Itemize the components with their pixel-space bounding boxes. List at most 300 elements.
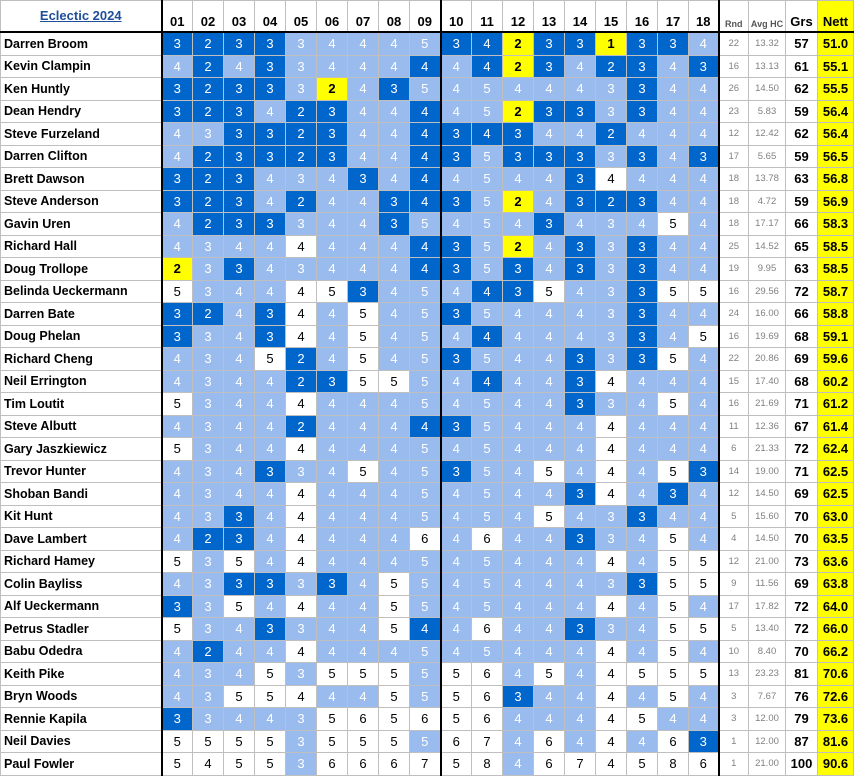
hole-score: 4 bbox=[286, 550, 317, 573]
hole-score: 4 bbox=[565, 123, 596, 146]
hole-score: 4 bbox=[503, 78, 534, 101]
hole-score: 4 bbox=[565, 595, 596, 618]
hole-score: 4 bbox=[224, 438, 255, 461]
avg-handicap: 14.50 bbox=[749, 483, 786, 506]
hole-score: 4 bbox=[565, 505, 596, 528]
hole-score: 4 bbox=[441, 573, 472, 596]
hole-score: 3 bbox=[534, 32, 565, 55]
avg-handicap: 21.69 bbox=[749, 393, 786, 416]
hole-score: 4 bbox=[689, 258, 719, 281]
hole-score: 5 bbox=[472, 100, 503, 123]
hole-score: 4 bbox=[596, 685, 627, 708]
hole-header: 02 bbox=[193, 1, 224, 33]
hole-score: 5 bbox=[441, 753, 472, 776]
hole-score: 4 bbox=[379, 528, 410, 551]
hole-score: 4 bbox=[534, 123, 565, 146]
hole-score: 4 bbox=[689, 505, 719, 528]
hole-score: 4 bbox=[224, 303, 255, 326]
player-name: Shoban Bandi bbox=[1, 483, 162, 506]
hole-score: 3 bbox=[503, 280, 534, 303]
hole-score: 4 bbox=[410, 190, 441, 213]
hole-score: 4 bbox=[565, 78, 596, 101]
hole-score: 4 bbox=[689, 100, 719, 123]
hole-score: 4 bbox=[317, 595, 348, 618]
rounds-played: 16 bbox=[719, 55, 749, 78]
hole-score: 4 bbox=[689, 438, 719, 461]
hole-score: 4 bbox=[255, 640, 286, 663]
hole-score: 4 bbox=[596, 753, 627, 776]
hole-score: 4 bbox=[348, 573, 379, 596]
avg-handicap: 21.33 bbox=[749, 438, 786, 461]
hole-score: 3 bbox=[255, 78, 286, 101]
hole-score: 5 bbox=[410, 550, 441, 573]
hole-score: 3 bbox=[565, 528, 596, 551]
player-name: Brett Dawson bbox=[1, 168, 162, 191]
hole-score: 3 bbox=[193, 663, 224, 686]
rounds-played: 22 bbox=[719, 348, 749, 371]
hole-score: 4 bbox=[534, 483, 565, 506]
hole-score: 4 bbox=[534, 595, 565, 618]
hole-score: 5 bbox=[472, 258, 503, 281]
hole-score: 3 bbox=[193, 573, 224, 596]
nett-score: 55.1 bbox=[818, 55, 854, 78]
hole-score: 4 bbox=[534, 168, 565, 191]
hole-score: 6 bbox=[689, 753, 719, 776]
hole-score: 4 bbox=[441, 640, 472, 663]
nett-score: 58.7 bbox=[818, 280, 854, 303]
hole-score: 4 bbox=[162, 415, 193, 438]
hole-score: 4 bbox=[162, 235, 193, 258]
hole-score: 5 bbox=[379, 595, 410, 618]
hole-score: 4 bbox=[348, 258, 379, 281]
hole-score: 3 bbox=[348, 280, 379, 303]
nett-score: 81.6 bbox=[818, 730, 854, 753]
hole-score: 3 bbox=[379, 78, 410, 101]
hole-score: 4 bbox=[596, 438, 627, 461]
hole-score: 3 bbox=[627, 190, 658, 213]
hole-score: 5 bbox=[317, 708, 348, 731]
hole-score: 4 bbox=[255, 595, 286, 618]
hole-score: 2 bbox=[596, 55, 627, 78]
avg-handicap: 4.72 bbox=[749, 190, 786, 213]
hole-score: 6 bbox=[348, 708, 379, 731]
nett-score: 55.5 bbox=[818, 78, 854, 101]
hole-score: 2 bbox=[193, 55, 224, 78]
hole-score: 3 bbox=[286, 168, 317, 191]
hole-score: 4 bbox=[162, 573, 193, 596]
nett-score: 62.5 bbox=[818, 483, 854, 506]
hole-score: 4 bbox=[441, 595, 472, 618]
hole-score: 4 bbox=[317, 415, 348, 438]
player-name: Dave Lambert bbox=[1, 528, 162, 551]
hole-score: 4 bbox=[410, 618, 441, 641]
gross-score: 87 bbox=[786, 730, 818, 753]
hole-score: 4 bbox=[441, 280, 472, 303]
gross-score: 59 bbox=[786, 100, 818, 123]
avg-handicap: 16.00 bbox=[749, 303, 786, 326]
hole-score: 4 bbox=[255, 393, 286, 416]
hole-score: 5 bbox=[658, 573, 689, 596]
nett-score: 66.0 bbox=[818, 618, 854, 641]
hole-score: 4 bbox=[596, 640, 627, 663]
hole-score: 4 bbox=[627, 528, 658, 551]
hole-score: 4 bbox=[317, 348, 348, 371]
hole-score: 3 bbox=[286, 78, 317, 101]
hole-score: 3 bbox=[193, 438, 224, 461]
hole-score: 6 bbox=[317, 753, 348, 776]
hole-score: 3 bbox=[286, 618, 317, 641]
hole-score: 3 bbox=[162, 78, 193, 101]
hole-score: 4 bbox=[565, 415, 596, 438]
hole-score: 5 bbox=[224, 550, 255, 573]
hole-score: 4 bbox=[224, 325, 255, 348]
hole-score: 4 bbox=[317, 190, 348, 213]
rounds-played: 18 bbox=[719, 190, 749, 213]
hole-score: 5 bbox=[689, 280, 719, 303]
hole-score: 3 bbox=[224, 145, 255, 168]
hole-score: 4 bbox=[689, 213, 719, 236]
hole-score: 4 bbox=[348, 78, 379, 101]
hole-score: 3 bbox=[441, 460, 472, 483]
hole-score: 3 bbox=[565, 618, 596, 641]
gross-score: 63 bbox=[786, 258, 818, 281]
hole-score: 5 bbox=[193, 730, 224, 753]
hole-score: 3 bbox=[193, 483, 224, 506]
hole-score: 5 bbox=[348, 663, 379, 686]
hole-score: 5 bbox=[348, 370, 379, 393]
hole-score: 2 bbox=[286, 123, 317, 146]
player-name: Trevor Hunter bbox=[1, 460, 162, 483]
hole-score: 4 bbox=[689, 483, 719, 506]
hole-score: 4 bbox=[286, 280, 317, 303]
hole-score: 4 bbox=[255, 528, 286, 551]
hole-score: 4 bbox=[503, 415, 534, 438]
hole-score: 4 bbox=[658, 78, 689, 101]
hole-score: 3 bbox=[689, 145, 719, 168]
hole-score: 3 bbox=[596, 573, 627, 596]
hole-score: 5 bbox=[658, 663, 689, 686]
hole-score: 4 bbox=[503, 438, 534, 461]
hole-score: 4 bbox=[348, 235, 379, 258]
hole-score: 4 bbox=[441, 505, 472, 528]
rounds-played: 16 bbox=[719, 393, 749, 416]
hole-score: 4 bbox=[503, 325, 534, 348]
hole-score: 4 bbox=[658, 190, 689, 213]
hole-score: 5 bbox=[658, 595, 689, 618]
hole-score: 5 bbox=[689, 663, 719, 686]
hole-score: 4 bbox=[317, 168, 348, 191]
hole-score: 5 bbox=[658, 528, 689, 551]
hole-score: 3 bbox=[162, 325, 193, 348]
player-name: Richard Cheng bbox=[1, 348, 162, 371]
hole-score: 4 bbox=[162, 55, 193, 78]
gross-score: 66 bbox=[786, 303, 818, 326]
rounds-played: 1 bbox=[719, 730, 749, 753]
hole-score: 2 bbox=[317, 78, 348, 101]
hole-score: 2 bbox=[286, 415, 317, 438]
hole-score: 3 bbox=[596, 528, 627, 551]
hole-score: 3 bbox=[255, 213, 286, 236]
gross-score: 70 bbox=[786, 505, 818, 528]
hole-score: 4 bbox=[534, 190, 565, 213]
hole-score: 5 bbox=[658, 460, 689, 483]
table-row bbox=[1, 483, 854, 506]
player-name: Neil Errington bbox=[1, 370, 162, 393]
hole-score: 4 bbox=[317, 550, 348, 573]
hole-score: 4 bbox=[162, 145, 193, 168]
hole-score: 5 bbox=[658, 213, 689, 236]
hole-score: 5 bbox=[410, 483, 441, 506]
hole-score: 4 bbox=[503, 595, 534, 618]
hole-score: 3 bbox=[534, 100, 565, 123]
hole-score: 4 bbox=[596, 483, 627, 506]
hole-score: 7 bbox=[565, 753, 596, 776]
table-row bbox=[1, 730, 854, 753]
hole-score: 4 bbox=[441, 168, 472, 191]
hole-score: 5 bbox=[162, 618, 193, 641]
rounds-played: 6 bbox=[719, 438, 749, 461]
hole-score: 6 bbox=[379, 753, 410, 776]
hole-score: 5 bbox=[410, 393, 441, 416]
rounds-played: 1 bbox=[719, 753, 749, 776]
hole-score: 4 bbox=[689, 415, 719, 438]
hole-score: 3 bbox=[596, 618, 627, 641]
hole-score: 3 bbox=[162, 303, 193, 326]
nett-score: 63.0 bbox=[818, 505, 854, 528]
nett-score: 62.5 bbox=[818, 460, 854, 483]
hole-score: 4 bbox=[441, 55, 472, 78]
player-name: Keith Pike bbox=[1, 663, 162, 686]
hole-score: 4 bbox=[379, 258, 410, 281]
hole-score: 4 bbox=[534, 573, 565, 596]
hole-score: 4 bbox=[565, 550, 596, 573]
hole-score: 7 bbox=[472, 730, 503, 753]
avg-handicap: 20.86 bbox=[749, 348, 786, 371]
nett-score: 90.6 bbox=[818, 753, 854, 776]
hole-score: 6 bbox=[472, 708, 503, 731]
nett-score: 61.4 bbox=[818, 415, 854, 438]
hole-score: 3 bbox=[224, 168, 255, 191]
hole-score: 4 bbox=[317, 505, 348, 528]
hole-score: 4 bbox=[255, 168, 286, 191]
hole-score: 5 bbox=[410, 505, 441, 528]
hole-score: 4 bbox=[286, 438, 317, 461]
hole-score: 4 bbox=[286, 685, 317, 708]
table-title[interactable]: Eclectic 2024 bbox=[1, 1, 162, 33]
hole-score: 5 bbox=[317, 730, 348, 753]
hole-score: 4 bbox=[410, 415, 441, 438]
gross-score: 57 bbox=[786, 32, 818, 55]
hole-score: 5 bbox=[472, 393, 503, 416]
nett-score: 58.3 bbox=[818, 213, 854, 236]
player-name: Darren Clifton bbox=[1, 145, 162, 168]
nett-score: 59.6 bbox=[818, 348, 854, 371]
grs-header: Grs bbox=[786, 1, 818, 33]
table-row bbox=[1, 168, 854, 191]
hole-score: 4 bbox=[348, 415, 379, 438]
hole-score: 4 bbox=[658, 708, 689, 731]
table-row bbox=[1, 303, 854, 326]
hole-score: 3 bbox=[255, 123, 286, 146]
avg-handicap: 14.50 bbox=[749, 528, 786, 551]
hole-score: 5 bbox=[255, 753, 286, 776]
hole-score: 4 bbox=[534, 325, 565, 348]
nett-score: 63.6 bbox=[818, 550, 854, 573]
hole-header: 16 bbox=[627, 1, 658, 33]
nett-score: 61.2 bbox=[818, 393, 854, 416]
hole-score: 3 bbox=[224, 213, 255, 236]
hole-score: 3 bbox=[255, 55, 286, 78]
hole-score: 4 bbox=[317, 528, 348, 551]
hole-score: 2 bbox=[193, 78, 224, 101]
hole-score: 5 bbox=[410, 663, 441, 686]
player-name: Doug Phelan bbox=[1, 325, 162, 348]
avg-handicap: 17.40 bbox=[749, 370, 786, 393]
avg-handicap: 5.65 bbox=[749, 145, 786, 168]
hole-score: 4 bbox=[162, 213, 193, 236]
hole-score: 4 bbox=[224, 483, 255, 506]
gross-score: 72 bbox=[786, 438, 818, 461]
hole-score: 5 bbox=[379, 708, 410, 731]
hole-score: 2 bbox=[286, 100, 317, 123]
avg-handicap: 14.50 bbox=[749, 78, 786, 101]
hole-score: 5 bbox=[410, 348, 441, 371]
hole-score: 3 bbox=[317, 145, 348, 168]
hole-score: 5 bbox=[472, 168, 503, 191]
hole-score: 4 bbox=[689, 123, 719, 146]
player-name: Steve Furzeland bbox=[1, 123, 162, 146]
hole-score: 3 bbox=[565, 393, 596, 416]
hole-score: 3 bbox=[627, 145, 658, 168]
hole-score: 2 bbox=[193, 190, 224, 213]
hole-score: 4 bbox=[317, 55, 348, 78]
nett-score: 73.6 bbox=[818, 708, 854, 731]
table-row bbox=[1, 550, 854, 573]
hole-score: 4 bbox=[627, 550, 658, 573]
hole-score: 5 bbox=[348, 325, 379, 348]
hole-score: 4 bbox=[503, 393, 534, 416]
hole-score: 5 bbox=[534, 505, 565, 528]
hole-score: 4 bbox=[317, 393, 348, 416]
hole-score: 4 bbox=[534, 528, 565, 551]
gross-score: 81 bbox=[786, 663, 818, 686]
hole-score: 4 bbox=[689, 78, 719, 101]
hole-score: 4 bbox=[627, 415, 658, 438]
hole-score: 4 bbox=[658, 55, 689, 78]
rounds-played: 14 bbox=[719, 460, 749, 483]
hole-score: 4 bbox=[379, 235, 410, 258]
avg-handicap: 9.95 bbox=[749, 258, 786, 281]
hole-score: 3 bbox=[193, 280, 224, 303]
avg-handicap: 12.00 bbox=[749, 708, 786, 731]
hole-score: 3 bbox=[565, 168, 596, 191]
hole-score: 4 bbox=[534, 708, 565, 731]
hole-score: 4 bbox=[348, 123, 379, 146]
gross-score: 79 bbox=[786, 708, 818, 731]
hole-score: 3 bbox=[286, 460, 317, 483]
hole-score: 3 bbox=[689, 55, 719, 78]
rounds-played: 3 bbox=[719, 708, 749, 731]
hole-score: 4 bbox=[627, 685, 658, 708]
hole-score: 4 bbox=[503, 460, 534, 483]
hole-score: 3 bbox=[658, 32, 689, 55]
hole-score: 4 bbox=[348, 32, 379, 55]
hole-score: 3 bbox=[565, 483, 596, 506]
nett-score: 63.5 bbox=[818, 528, 854, 551]
gross-score: 72 bbox=[786, 280, 818, 303]
hole-header: 11 bbox=[472, 1, 503, 33]
hole-score: 5 bbox=[658, 640, 689, 663]
hole-score: 4 bbox=[534, 550, 565, 573]
hole-score: 4 bbox=[565, 438, 596, 461]
hole-score: 5 bbox=[348, 730, 379, 753]
hole-score: 4 bbox=[658, 145, 689, 168]
hole-header: 13 bbox=[534, 1, 565, 33]
hole-score: 3 bbox=[193, 618, 224, 641]
table-row bbox=[1, 393, 854, 416]
hole-score: 4 bbox=[317, 685, 348, 708]
nett-score: 59.1 bbox=[818, 325, 854, 348]
rounds-played: 22 bbox=[719, 32, 749, 55]
hole-score: 4 bbox=[224, 348, 255, 371]
hole-score: 3 bbox=[503, 258, 534, 281]
rounds-played: 26 bbox=[719, 78, 749, 101]
header-row bbox=[1, 1, 854, 33]
hole-score: 4 bbox=[503, 730, 534, 753]
hole-score: 3 bbox=[286, 55, 317, 78]
avg-handicap: 29.56 bbox=[749, 280, 786, 303]
gross-score: 69 bbox=[786, 348, 818, 371]
nett-header: Nett bbox=[818, 1, 854, 33]
hole-score: 5 bbox=[410, 303, 441, 326]
hole-score: 5 bbox=[379, 685, 410, 708]
player-name: Gavin Uren bbox=[1, 213, 162, 236]
hole-score: 4 bbox=[441, 213, 472, 236]
hole-score: 5 bbox=[410, 78, 441, 101]
hole-score: 3 bbox=[286, 213, 317, 236]
hole-score: 4 bbox=[627, 730, 658, 753]
gross-score: 71 bbox=[786, 460, 818, 483]
hole-score: 3 bbox=[596, 325, 627, 348]
hole-score: 4 bbox=[224, 393, 255, 416]
hole-score: 3 bbox=[565, 370, 596, 393]
hole-score: 3 bbox=[565, 235, 596, 258]
hole-score: 5 bbox=[441, 685, 472, 708]
hole-score: 4 bbox=[255, 438, 286, 461]
hole-score: 3 bbox=[534, 55, 565, 78]
hole-score: 1 bbox=[596, 32, 627, 55]
gross-score: 61 bbox=[786, 55, 818, 78]
hole-score: 4 bbox=[255, 505, 286, 528]
hole-score: 3 bbox=[565, 258, 596, 281]
hole-score: 4 bbox=[441, 393, 472, 416]
hole-score: 4 bbox=[255, 280, 286, 303]
hole-score: 4 bbox=[441, 78, 472, 101]
hole-score: 4 bbox=[379, 168, 410, 191]
hole-score: 4 bbox=[565, 573, 596, 596]
rounds-played: 16 bbox=[719, 280, 749, 303]
hole-score: 3 bbox=[627, 55, 658, 78]
hole-score: 5 bbox=[658, 348, 689, 371]
hole-score: 4 bbox=[503, 663, 534, 686]
hole-score: 4 bbox=[627, 123, 658, 146]
hole-score: 4 bbox=[317, 460, 348, 483]
hole-score: 5 bbox=[472, 438, 503, 461]
table-row bbox=[1, 663, 854, 686]
hole-header: 17 bbox=[658, 1, 689, 33]
hole-score: 5 bbox=[534, 280, 565, 303]
hole-score: 3 bbox=[193, 505, 224, 528]
